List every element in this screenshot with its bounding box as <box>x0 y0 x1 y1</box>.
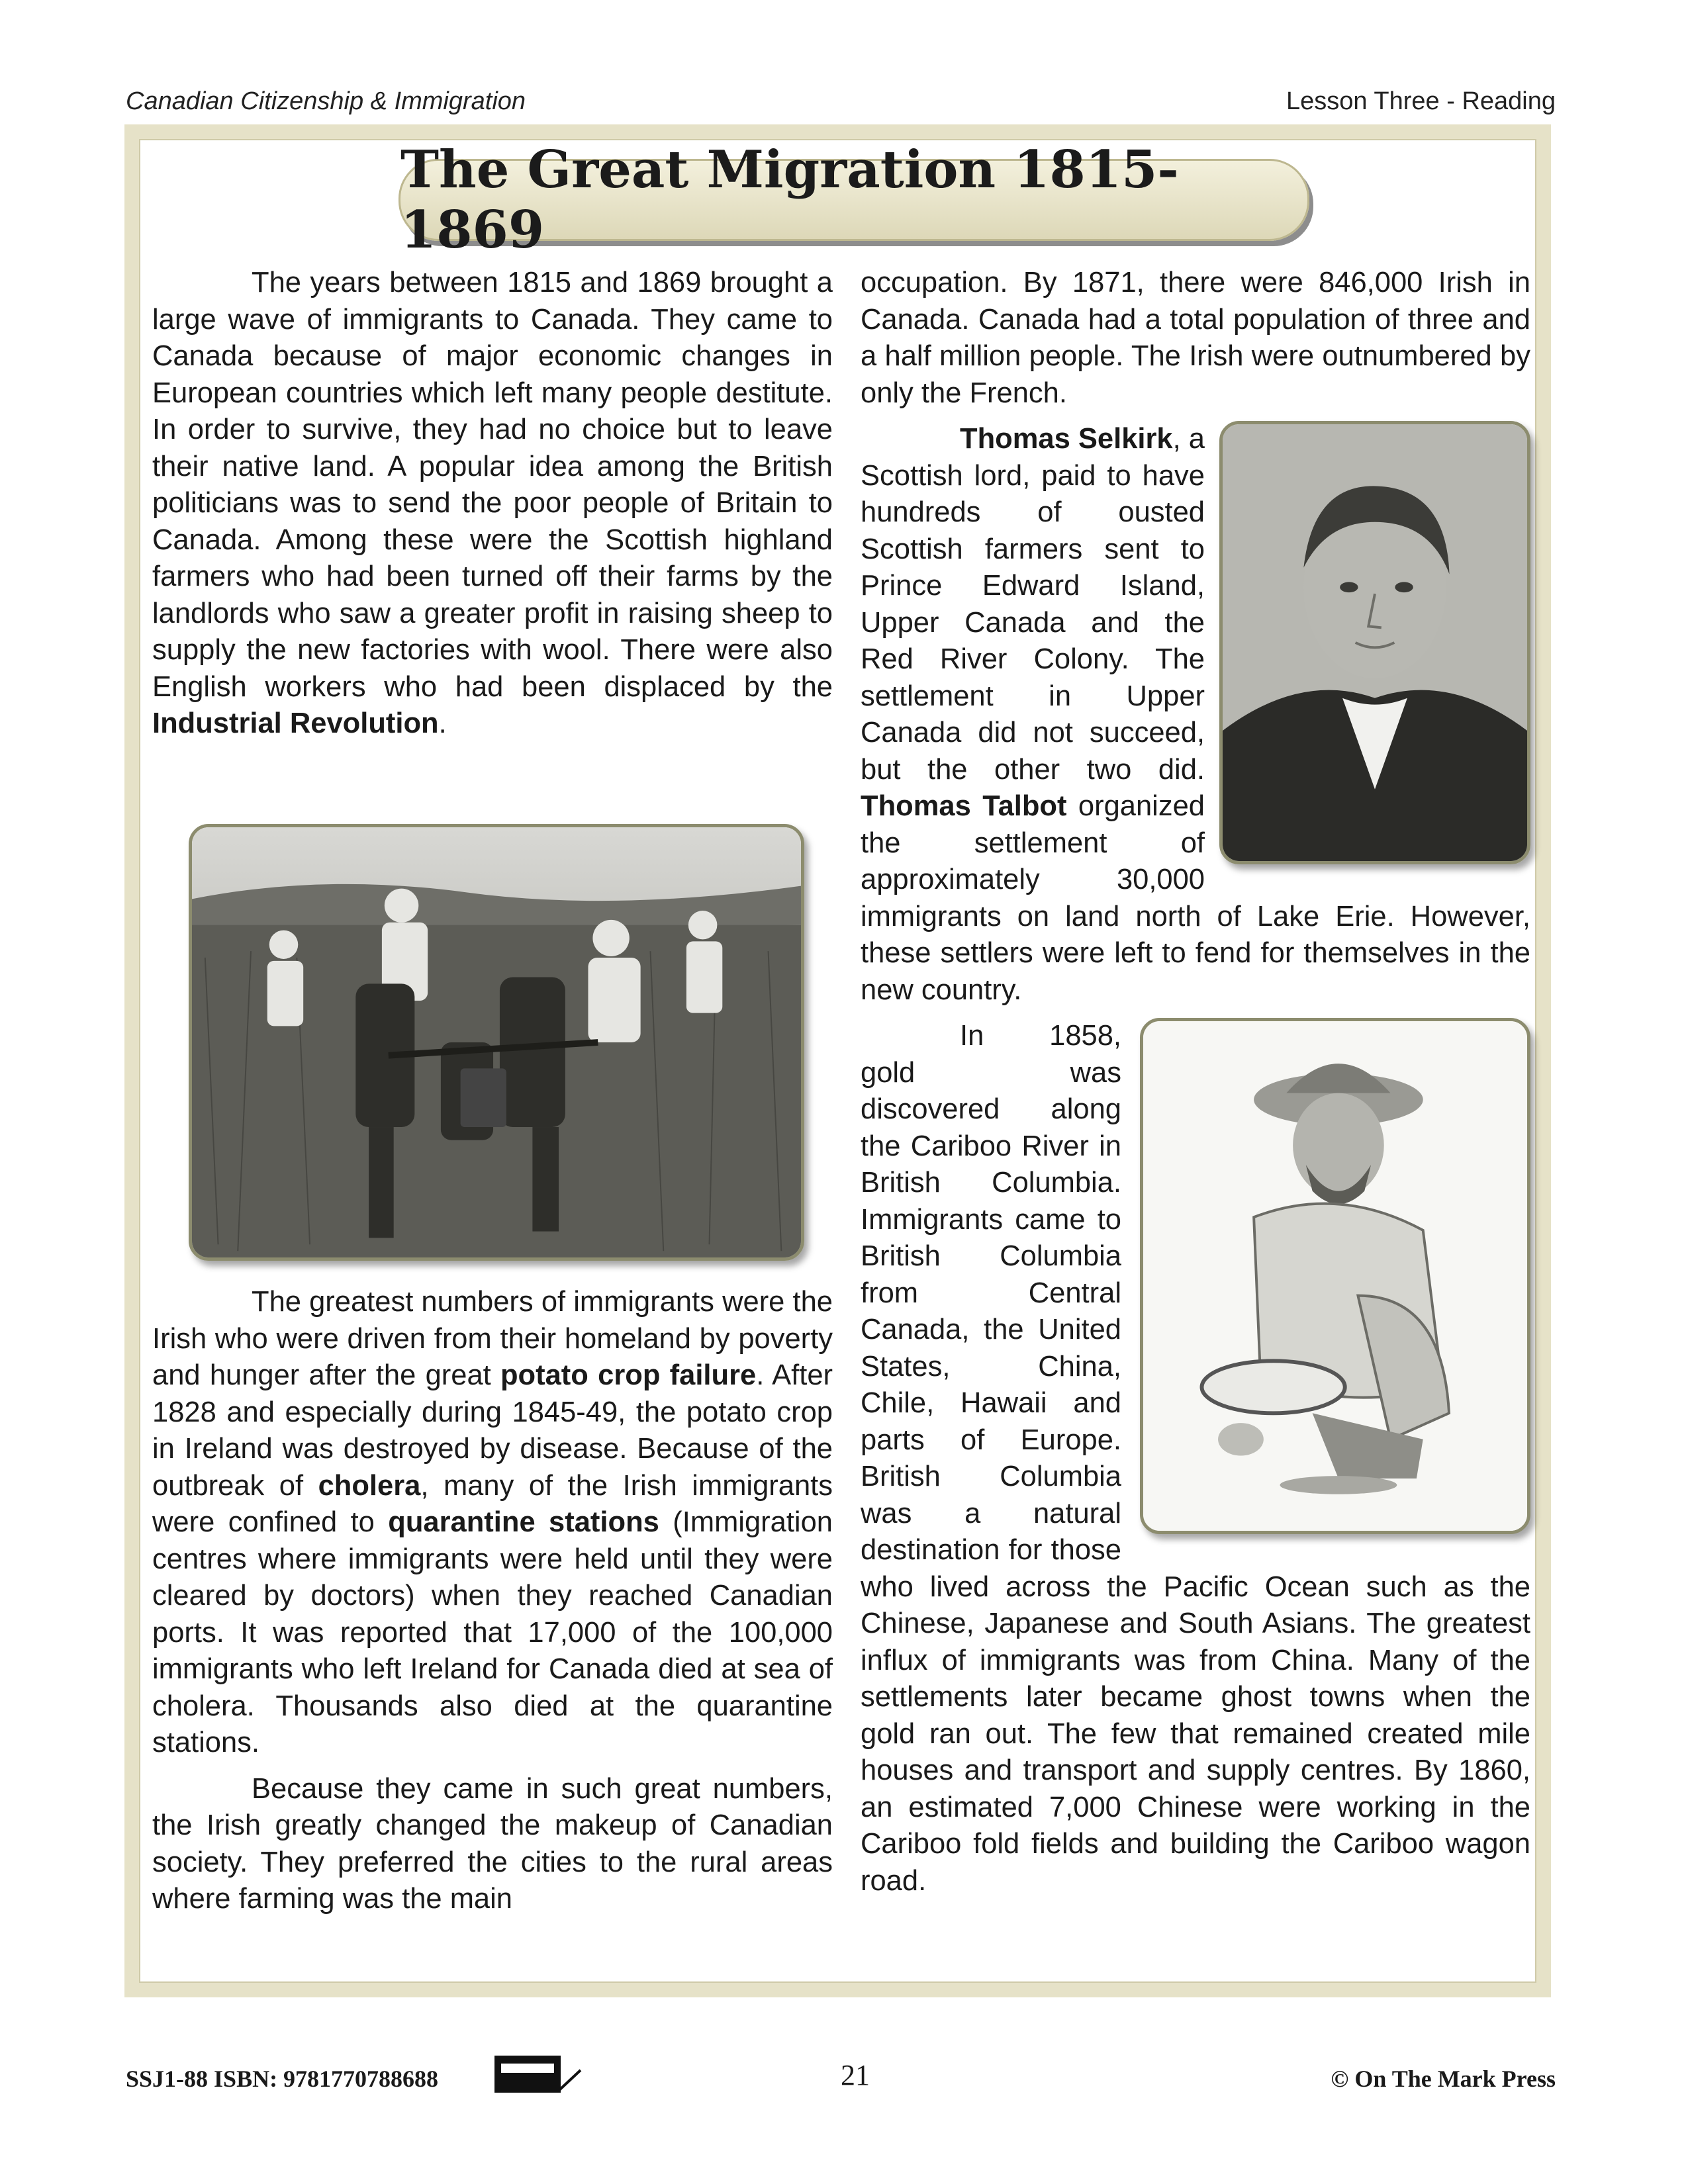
name-thomas-talbot: Thomas Talbot <box>861 790 1067 822</box>
gold-miner-illustration <box>1140 1018 1530 1534</box>
term-industrial-revolution: Industrial Revolution <box>152 707 439 739</box>
footer-isbn: SSJ1-88 ISBN: 9781770788688 <box>126 2066 439 2092</box>
paragraph-gold-rush: In 1858, gold was discovered along the Cariboo River in British Columbia. Immigrants came to British Columbia from Central Canada, the United States, China, Chile, Hawaii and parts of Europe. British Columbia was a natural destination for those who lived across the Pacific Ocean such as the Chinese, Japanese and South Asians. The greatest influx of immigrants was from China. Many of the settlements later became ghost towns when the gold ran out. The few that remained created mile houses and transport and supply centres. By 1860, an estimated 7,000 Chinese were working in the Cariboo fold fields and building the Cariboo wagon road. <box>861 1020 1530 1897</box>
paragraph-irish-society: Because they came in such great numbers, the Irish greatly changed the makeup of Canadian society. They preferred the cities to the rural areas where farming was the main <box>152 1772 833 1915</box>
header-lesson-label: Lesson Three - Reading <box>1286 87 1556 115</box>
paragraph-occupation: occupation. By 1871, there were 846,000 Irish in Canada. Canada had a total population of three and a half million people. The Irish were outnumbered by only the French. <box>861 267 1530 409</box>
name-thomas-selkirk: Thomas Selkirk <box>960 423 1173 455</box>
footer-publisher: © On The Mark Press <box>1331 2066 1556 2092</box>
term-quarantine-stations: quarantine stations <box>388 1506 659 1538</box>
page-number: 21 <box>841 2059 870 2091</box>
page-title: The Great Migration 1815-1869 <box>400 140 1179 260</box>
term-potato-crop-failure: potato crop failure <box>500 1359 757 1391</box>
paragraph-intro: The years between 1815 and 1869 brought a large wave of immigrants to Canada. They came to Canada because of major economic changes in European countries which left many people destitute. In order to survive, they had no choice but to leave their native land. A popular idea among the British politicians was to send the poor people of Britain to Canada. Among these were the Scottish highland farmers who had been turned off their farms by the landlords who saw a greater profit in raising sheep to supply the new factories with wool. There were also English workers who had been displaced by the Industrial Revolution. <box>152 267 833 739</box>
left-column <box>152 265 833 743</box>
header-series-title: Canadian Citizenship & Immigration <box>126 87 526 115</box>
farm-workers-photo <box>189 824 804 1261</box>
thomas-selkirk-portrait <box>1219 421 1530 864</box>
left-column-lower <box>152 1284 833 1918</box>
paragraph-selkirk: Thomas Selkirk, a Scottish lord, paid to have hundreds of ousted Scottish farmers sent to Prince Edward Island, Upper Canada and the Red River Colony. The settlement in Upper Canada did not succeed, but the other two did. Thomas Talbot organized the settlement of approximately 30,000 immigrants on land north of Lake Erie. However, these settlers were left to fend for themselves in the new country. <box>861 423 1530 1006</box>
title-banner <box>399 140 1309 260</box>
term-cholera: cholera <box>318 1469 421 1502</box>
book-logo-icon <box>493 2050 583 2097</box>
right-column <box>861 265 1530 1899</box>
paragraph-irish: The greatest numbers of immigrants were the Irish who were driven from their homeland by poverty and hunger after the great potato crop failure. After 1828 and especially during 1845-49, the potato crop in Ireland was destroyed by disease. Because of the outbreak of cholera, many of the Irish immigrants were confined to quarantine stations (Immigration centres where immigrants were held until they were cleared by doctors) when they reached Canadian ports. It was reported that 17,000 of the 100,000 immigrants who left Ireland for Canada died at sea of cholera. Thousands also died at the quarantine stations. <box>152 1286 833 1758</box>
